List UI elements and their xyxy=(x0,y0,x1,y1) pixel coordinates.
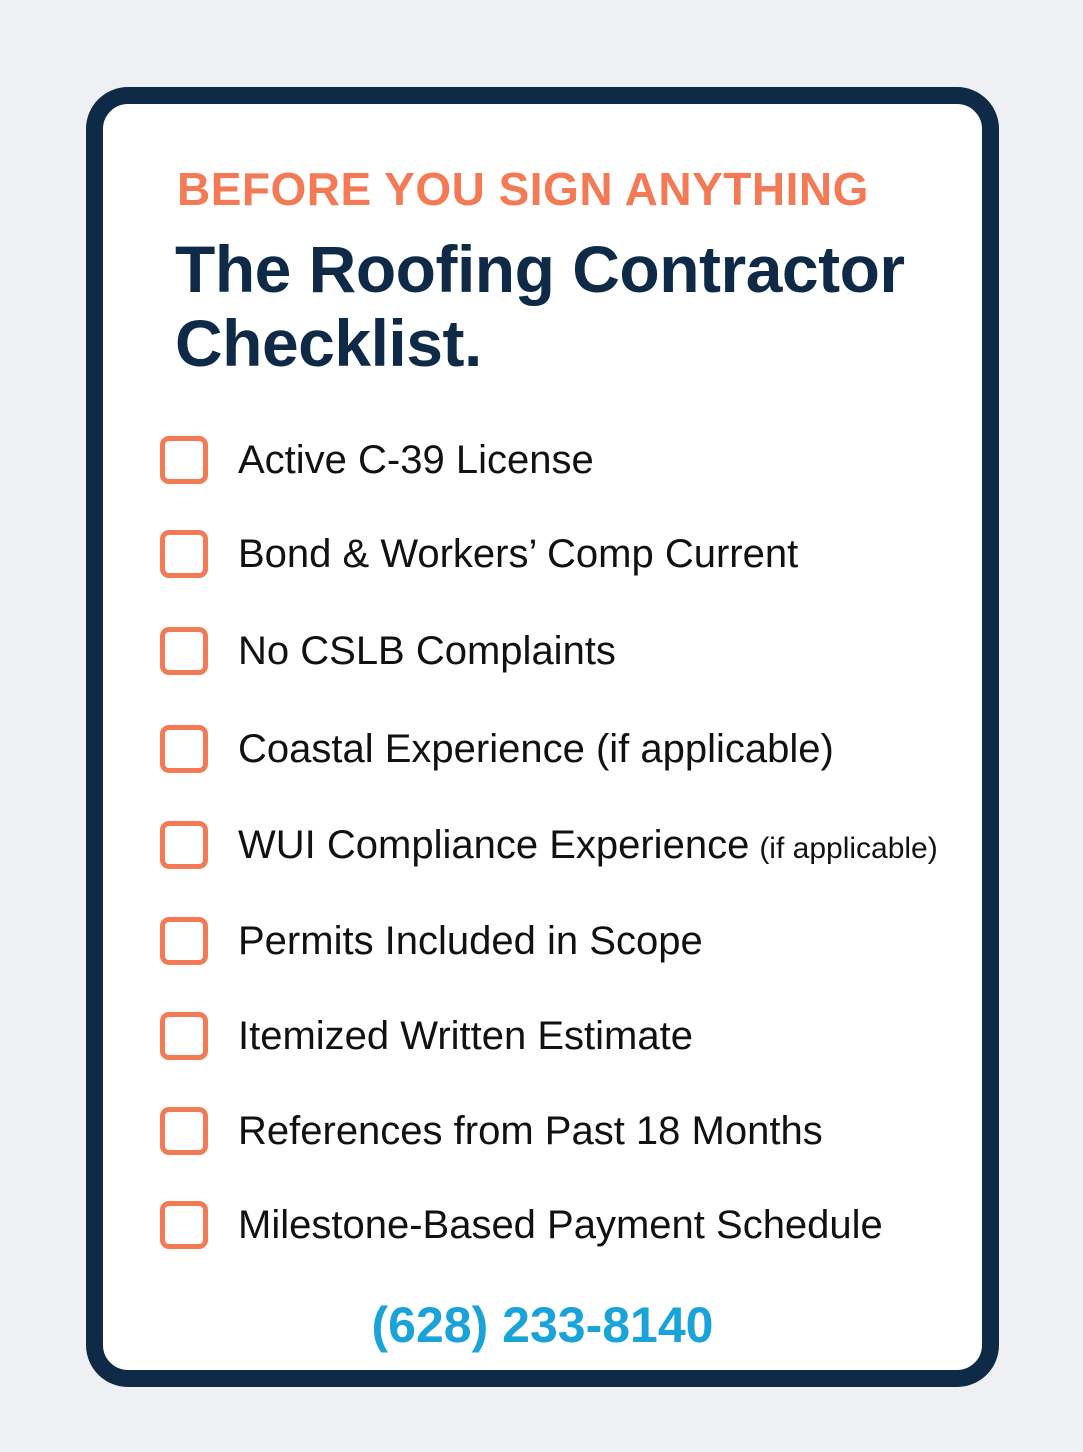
checkbox[interactable] xyxy=(160,436,208,484)
checklist-item-label: Coastal Experience (if applicable) xyxy=(238,727,834,771)
checklist-card xyxy=(86,87,999,1387)
checklist-item-label: Bond & Workers’ Comp Current xyxy=(238,532,799,576)
checklist-item-label: Itemized Written Estimate xyxy=(238,1014,693,1058)
checklist-item-label: No CSLB Complaints xyxy=(238,629,616,673)
checklist-item-note: (if applicable) xyxy=(759,832,938,865)
eyebrow-heading: BEFORE YOU SIGN ANYTHING xyxy=(177,163,869,215)
checkbox[interactable] xyxy=(160,917,208,965)
checklist-item-label: Active C-39 License xyxy=(238,438,594,482)
checklist-item-label xyxy=(238,825,938,865)
checklist-item-label: Permits Included in Scope xyxy=(238,919,703,963)
checkbox[interactable] xyxy=(160,1107,208,1155)
checkbox[interactable] xyxy=(160,627,208,675)
checkbox[interactable] xyxy=(160,1012,208,1060)
checkbox[interactable] xyxy=(160,1201,208,1249)
checklist-item-label: Milestone-Based Payment Schedule xyxy=(238,1203,883,1247)
checklist-item-permits[interactable] xyxy=(160,913,703,969)
page-title: The Roofing Contractor Checklist. xyxy=(175,232,905,380)
checklist-item-bond[interactable] xyxy=(160,526,798,582)
checklist-item-wui[interactable] xyxy=(160,817,938,873)
checklist-item-payment[interactable] xyxy=(160,1197,883,1253)
checklist-item-complaints[interactable] xyxy=(160,623,616,679)
checklist-item-references[interactable] xyxy=(160,1103,823,1159)
checklist-item-coastal[interactable] xyxy=(160,721,834,777)
checklist-item-text: WUI Compliance Experience xyxy=(238,823,750,867)
checklist-item-estimate[interactable] xyxy=(160,1008,693,1064)
checklist-item-license[interactable] xyxy=(160,432,594,488)
checklist-item-label: References from Past 18 Months xyxy=(238,1109,823,1153)
checkbox[interactable] xyxy=(160,530,208,578)
phone-number-link[interactable]: (628) 233-8140 xyxy=(371,1297,714,1353)
checkbox[interactable] xyxy=(160,725,208,773)
checkbox[interactable] xyxy=(160,821,208,869)
